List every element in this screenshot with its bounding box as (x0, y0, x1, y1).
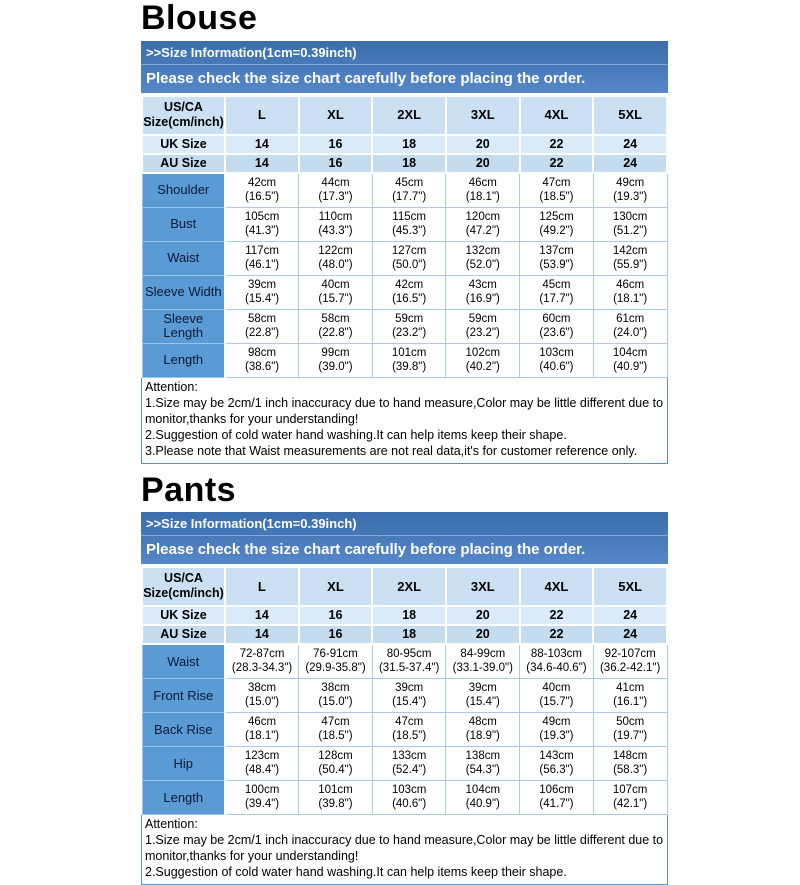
uk-row-value-cell: 20 (446, 606, 520, 625)
blouse-section (141, 0, 668, 464)
measurement-value-cell: 100cm (39.4") (225, 781, 299, 815)
measurement-label: Waist (142, 644, 225, 679)
uk-row-value-cell: 22 (520, 135, 594, 154)
measurement-value-cell: 148cm (58.3") (593, 747, 667, 781)
pants-check-chart-bar: Please check the size chart carefully before placing the order. (141, 535, 668, 564)
measurement-value-cell: 40cm (15.7") (520, 679, 594, 713)
size-chart-page (141, 0, 668, 885)
measurement-value-cell: 38cm (15.0") (225, 679, 299, 713)
measurement-value-cell: 125cm (49.2") (520, 207, 594, 241)
measurement-value-cell: 46cm (18.1") (446, 173, 520, 208)
attention-line: 3.Please note that Waist measurements are not real data,it's for customer reference only. (145, 443, 638, 458)
measurement-value-cell: 59cm (23.2") (446, 309, 520, 343)
measurement-value-cell: 45cm (17.7") (520, 275, 594, 309)
uk-row-value-cell: 24 (593, 135, 667, 154)
measurement-value-cell: 47cm (18.5") (299, 713, 373, 747)
size-header-cell: 3XL (446, 96, 520, 135)
measurement-value-cell: 46cm (18.1") (593, 275, 667, 309)
measurement-value-cell: 103cm (40.6") (520, 343, 594, 377)
uk-row-value-cell: 22 (520, 606, 594, 625)
pants-title: Pants (141, 470, 237, 509)
measurement-value-cell: 102cm (40.2") (446, 343, 520, 377)
au-row-value-cell: 18 (372, 154, 446, 173)
measurement-value-cell: 117cm (46.1") (225, 241, 299, 275)
size-header-cell: XL (299, 96, 373, 135)
corner-header-cell: US/CA Size(cm/inch) (142, 96, 225, 135)
attention-heading: Attention: (145, 379, 198, 394)
au-row-value-cell: 14 (225, 154, 299, 173)
measurement-value-cell: 41cm (16.1") (593, 679, 667, 713)
blouse-attention-box (141, 378, 668, 464)
measurement-value-cell: 104cm (40.9") (446, 781, 520, 815)
measurement-value-cell: 38cm (15.0") (299, 679, 373, 713)
measurement-value-cell: 61cm (24.0") (593, 309, 667, 343)
measurement-label: Sleeve Length (142, 309, 225, 343)
measurement-value-cell: 88-103cm (34.6-40.6") (520, 644, 594, 679)
uk-row-label: UK Size (142, 606, 225, 625)
measurement-value-cell: 80-95cm (31.5-37.4") (372, 644, 446, 679)
measurement-value-cell: 42cm (16.5") (372, 275, 446, 309)
uk-row-value-cell: 14 (225, 135, 299, 154)
attention-line: 2.Suggestion of cold water hand washing.It can help items keep their shape. (145, 427, 567, 442)
measurement-value-cell: 44cm (17.3") (299, 173, 373, 208)
attention-line: 2.Suggestion of cold water hand washing.It can help items keep their shape. (145, 865, 567, 880)
measurement-value-cell: 45cm (17.7") (372, 173, 446, 208)
pants-size-table (141, 566, 668, 815)
measurement-label: Bust (142, 207, 225, 241)
size-header-cell: 4XL (520, 567, 594, 606)
measurement-label: Sleeve Width (142, 275, 225, 309)
measurement-label: Shoulder (142, 173, 225, 208)
au-row-value-cell: 16 (299, 154, 373, 173)
size-header-cell: L (225, 567, 299, 606)
measurement-value-cell: 40cm (15.7") (299, 275, 373, 309)
measurement-value-cell: 46cm (18.1") (225, 713, 299, 747)
au-row-label: AU Size (142, 154, 225, 173)
measurement-value-cell: 138cm (54.3") (446, 747, 520, 781)
measurement-value-cell: 106cm (41.7") (520, 781, 594, 815)
size-header-cell: L (225, 96, 299, 135)
size-header-cell: 2XL (372, 96, 446, 135)
uk-row-value-cell: 16 (299, 606, 373, 625)
blouse-header-bars (141, 41, 668, 93)
measurement-value-cell: 130cm (51.2") (593, 207, 667, 241)
attention-heading: Attention: (145, 817, 198, 832)
blouse-title: Blouse (141, 0, 258, 37)
au-row-value-cell: 24 (593, 154, 667, 173)
attention-line: 1.Size may be 2cm/1 inch inaccuracy due to hand measure,Color may be little different due to monitor,thanks for your understanding! (145, 395, 664, 426)
au-row-value-cell: 18 (372, 625, 446, 644)
measurement-value-cell: 105cm (41.3") (225, 207, 299, 241)
measurement-value-cell: 115cm (45.3") (372, 207, 446, 241)
measurement-label: Length (142, 343, 225, 377)
measurement-value-cell: 99cm (39.0") (299, 343, 373, 377)
uk-row-value-cell: 18 (372, 135, 446, 154)
blouse-check-chart-bar: Please check the size chart carefully before placing the order. (141, 64, 668, 93)
measurement-value-cell: 110cm (43.3") (299, 207, 373, 241)
measurement-value-cell: 103cm (40.6") (372, 781, 446, 815)
attention-line: 1.Size may be 2cm/1 inch inaccuracy due to hand measure,Color may be little different due to monitor,thanks for your understanding! (145, 833, 664, 864)
size-header-cell: 2XL (372, 567, 446, 606)
measurement-value-cell: 128cm (50.4") (299, 747, 373, 781)
measurement-value-cell: 132cm (52.0") (446, 241, 520, 275)
size-header-cell: XL (299, 567, 373, 606)
measurement-value-cell: 104cm (40.9") (593, 343, 667, 377)
measurement-value-cell: 76-91cm (29.9-35.8") (299, 644, 373, 679)
measurement-value-cell: 84-99cm (33.1-39.0") (446, 644, 520, 679)
measurement-value-cell: 42cm (16.5") (225, 173, 299, 208)
au-row-value-cell: 16 (299, 625, 373, 644)
au-row-value-cell: 22 (520, 154, 594, 173)
measurement-value-cell: 60cm (23.6") (520, 309, 594, 343)
measurement-value-cell: 143cm (56.3") (520, 747, 594, 781)
blouse-size-info-bar: >>Size Information(1cm=0.39inch) (146, 44, 357, 60)
measurement-value-cell: 59cm (23.2") (372, 309, 446, 343)
measurement-value-cell: 137cm (53.9") (520, 241, 594, 275)
au-row-value-cell: 20 (446, 154, 520, 173)
pants-section (141, 470, 668, 885)
measurement-label: Hip (142, 747, 225, 781)
uk-row-value-cell: 20 (446, 135, 520, 154)
measurement-value-cell: 72-87cm (28.3-34.3") (225, 644, 299, 679)
measurement-value-cell: 58cm (22.8") (225, 309, 299, 343)
measurement-value-cell: 122cm (48.0") (299, 241, 373, 275)
uk-row-label: UK Size (142, 135, 225, 154)
au-row-label: AU Size (142, 625, 225, 644)
measurement-value-cell: 58cm (22.8") (299, 309, 373, 343)
measurement-value-cell: 48cm (18.9") (446, 713, 520, 747)
uk-row-value-cell: 24 (593, 606, 667, 625)
measurement-value-cell: 133cm (52.4") (372, 747, 446, 781)
measurement-value-cell: 47cm (18.5") (372, 713, 446, 747)
size-header-cell: 5XL (593, 96, 667, 135)
measurement-value-cell: 142cm (55.9") (593, 241, 667, 275)
size-header-cell: 5XL (593, 567, 667, 606)
measurement-value-cell: 39cm (15.4") (225, 275, 299, 309)
measurement-value-cell: 39cm (15.4") (372, 679, 446, 713)
pants-size-info-bar: >>Size Information(1cm=0.39inch) (146, 516, 357, 532)
corner-header-cell: US/CA Size(cm/inch) (142, 567, 225, 606)
measurement-value-cell: 92-107cm (36.2-42.1") (593, 644, 667, 679)
pants-attention-box (141, 815, 668, 885)
measurement-value-cell: 127cm (50.0") (372, 241, 446, 275)
measurement-value-cell: 43cm (16.9") (446, 275, 520, 309)
measurement-value-cell: 101cm (39.8") (372, 343, 446, 377)
measurement-value-cell: 123cm (48.4") (225, 747, 299, 781)
au-row-value-cell: 14 (225, 625, 299, 644)
pants-header-bars (141, 512, 668, 564)
measurement-label: Waist (142, 241, 225, 275)
blouse-size-table (141, 95, 668, 378)
uk-row-value-cell: 16 (299, 135, 373, 154)
au-row-value-cell: 22 (520, 625, 594, 644)
measurement-value-cell: 47cm (18.5") (520, 173, 594, 208)
size-header-cell: 3XL (446, 567, 520, 606)
measurement-value-cell: 107cm (42.1") (593, 781, 667, 815)
au-row-value-cell: 20 (446, 625, 520, 644)
measurement-label: Back Rise (142, 713, 225, 747)
measurement-value-cell: 120cm (47.2") (446, 207, 520, 241)
uk-row-value-cell: 18 (372, 606, 446, 625)
measurement-value-cell: 39cm (15.4") (446, 679, 520, 713)
measurement-value-cell: 50cm (19.7") (593, 713, 667, 747)
measurement-label: Front Rise (142, 679, 225, 713)
measurement-value-cell: 49cm (19.3") (593, 173, 667, 208)
measurement-value-cell: 101cm (39.8") (299, 781, 373, 815)
measurement-label: Length (142, 781, 225, 815)
size-header-cell: 4XL (520, 96, 594, 135)
uk-row-value-cell: 14 (225, 606, 299, 625)
au-row-value-cell: 24 (593, 625, 667, 644)
measurement-value-cell: 98cm (38.6") (225, 343, 299, 377)
measurement-value-cell: 49cm (19.3") (520, 713, 594, 747)
